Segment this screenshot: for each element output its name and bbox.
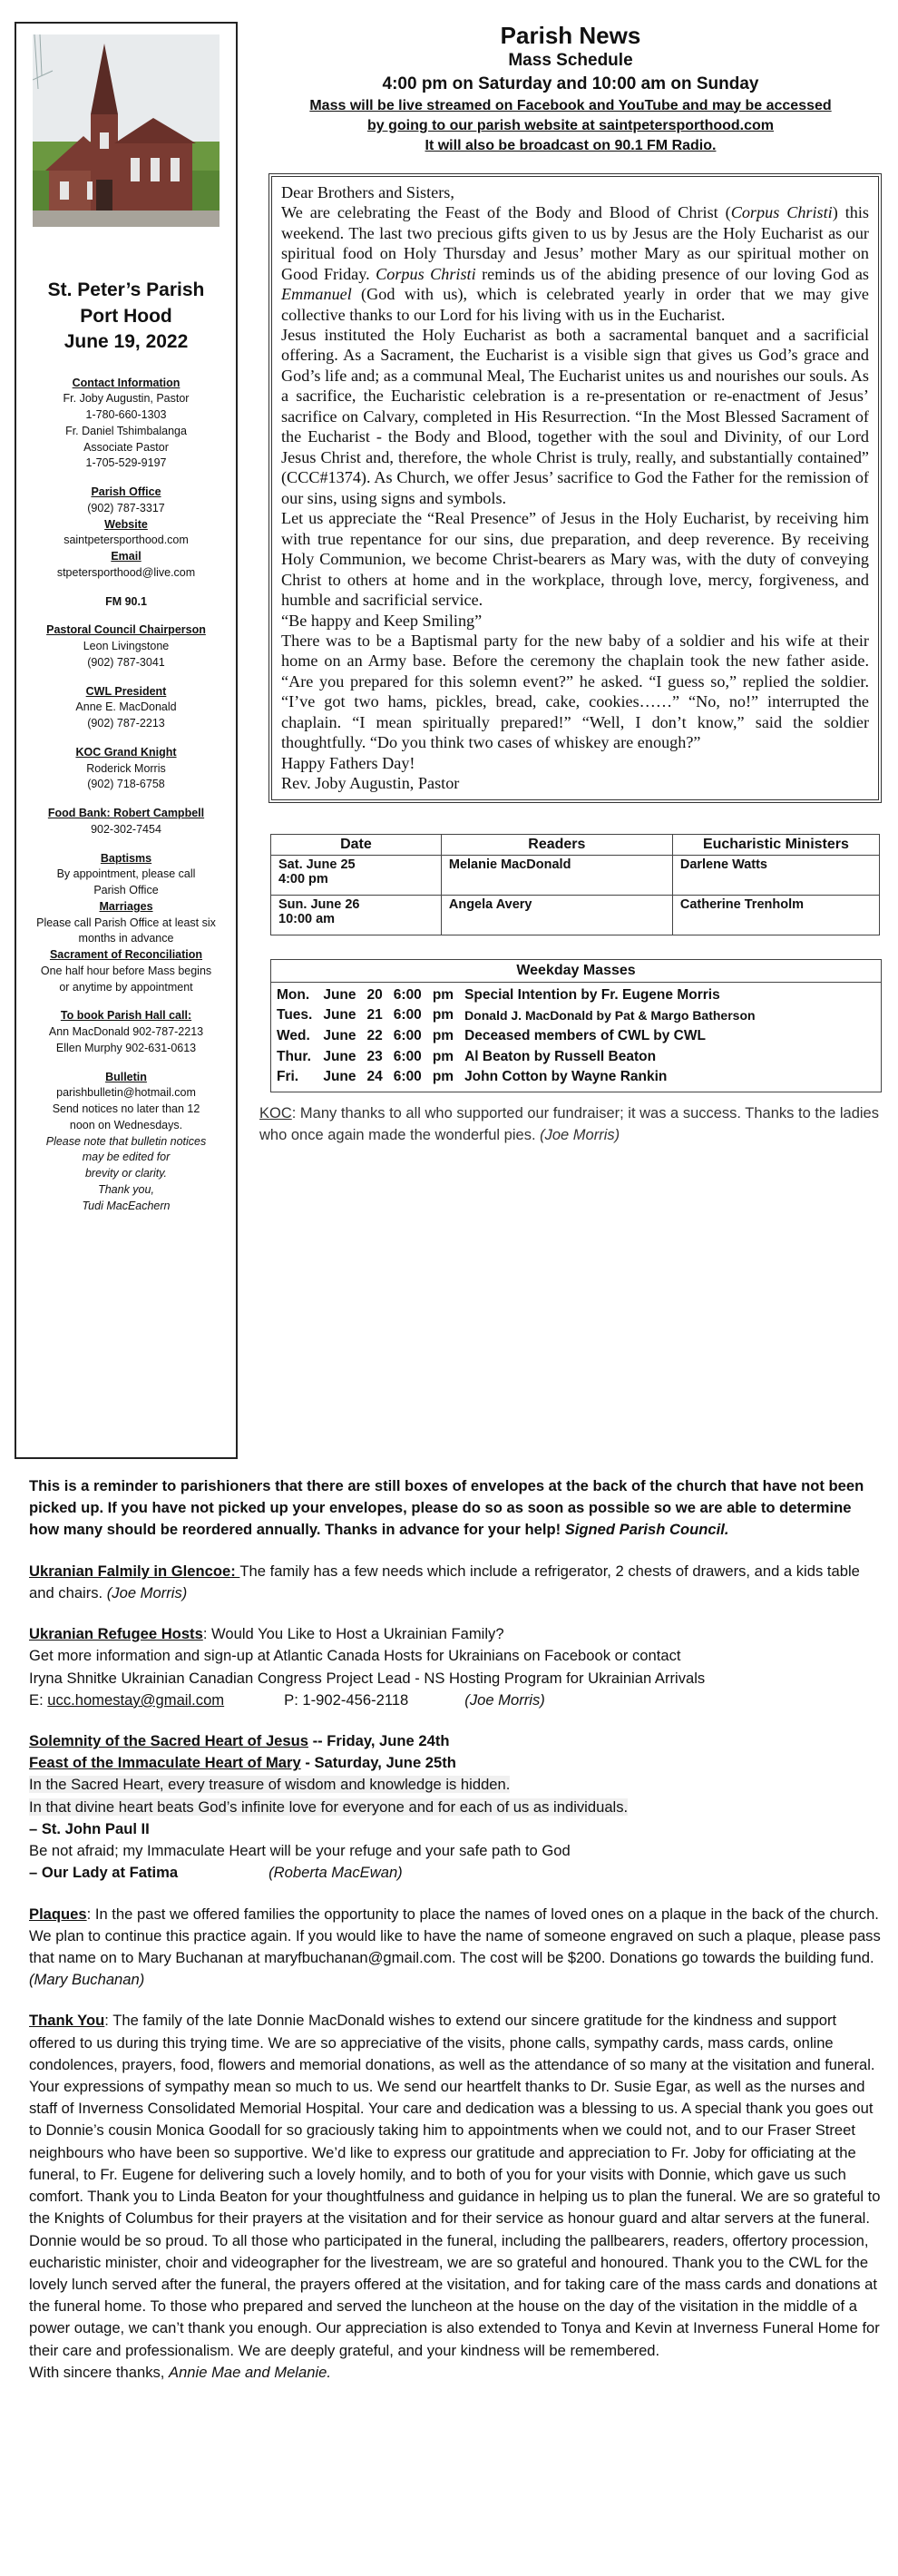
letter-quote: “Be happy and Keep Smiling” xyxy=(281,611,483,630)
reconciliation-line: One half hour before Mass begins xyxy=(40,964,212,977)
cwl-section xyxy=(16,684,236,732)
bulletin-note: Tudi MacEachern xyxy=(82,1199,171,1212)
letter-paragraph: There was to be a Baptismal party for the new baby of a soldier and his wife at their home on an Army base. Before the ceremony the chaplain took the new father aside. “Are you prepared for this solemn event?” he asked. “I guess so,” replied the soldier. “I’ve got two hams, pickles, bread, cake, cookies……” “No, no!” interrupted the chaplain. “I mean spiritually prepared!” “Well, I don’t know,” said the soldier thoughtfully. “Do you think two cases of whiskey are enough?” xyxy=(281,632,869,752)
marriages-line: Please call Parish Office at least six xyxy=(36,916,216,929)
koc-notice: KOC: Many thanks to all who supported our fundraiser; it was a success. Thanks to the ladies who once again made the wonderful pies. (Joe Morris) xyxy=(259,1104,879,1143)
fm-radio: FM 90.1 xyxy=(105,594,147,608)
contact-line: Fr. Joby Augustin, Pastor xyxy=(63,392,190,406)
envelope-reminder: This is a reminder to parishioners that there are still boxes of envelopes at the back of the church that have not been picked up. If you have not picked up your envelopes, please do so as soon as possible so we are able to determine how many should be reordered annually. Thanks in advance for your help! Signed Parish Council. xyxy=(29,1477,864,1539)
hall-line: Ann MacDonald 902-787-2213 xyxy=(48,1025,204,1039)
council-phone: (902) 787-3041 xyxy=(87,655,165,669)
ukrainian-family-notice: Ukranian Falmily in Glencoe: The family has a few needs which include a refrigerator, 2 chests of drawers, and a kids table and chairs. (Joe Morris) xyxy=(29,1562,860,1601)
parish-location: Port Hood xyxy=(80,305,172,327)
bulletin-note: Thank you, xyxy=(98,1182,154,1196)
contact-line: Fr. Daniel Tshimbalanga xyxy=(65,424,187,437)
reader-cell: Melanie MacDonald xyxy=(441,855,672,895)
plaques-notice: Plaques: In the past we offered families the opportunity to place the names of loved ones on a plaque in the back of the church. We plan to continue this practice again. If you would like to have the name of someone engraved on such a plaque, please pass that name on to Mary Buchanan at maryfbuchanan@gmail.com. The cost will be $200. Donations go towards the building fund. (Mary Buchanan) xyxy=(29,1905,881,1989)
baptisms-line: Parish Office xyxy=(93,884,159,897)
koc-phone: (902) 718-6758 xyxy=(87,778,165,791)
main-column xyxy=(258,22,883,1147)
baptisms-heading: Baptisms xyxy=(100,851,152,865)
bulletin-line: noon on Wednesdays. xyxy=(69,1118,183,1131)
bulletin-email[interactable]: parishbulletin@hotmail.com xyxy=(56,1086,196,1100)
office-phone: (902) 787-3317 xyxy=(87,501,165,514)
bulletin-note: may be edited for xyxy=(82,1151,171,1164)
website-heading: Website xyxy=(104,517,148,531)
stream-line: by going to our parish website at saintpetersporthood.com xyxy=(366,117,775,133)
foodbank-phone: 902-302-7454 xyxy=(91,822,161,836)
bulletin-note: brevity or clarity. xyxy=(84,1167,168,1180)
hall-line: Ellen Murphy 902-631-0613 xyxy=(55,1041,197,1054)
letter-signature: Rev. Joby Augustin, Pastor xyxy=(281,774,460,793)
table-row: Wed. June 22 6:00 pm Deceased members of CWL by CWL xyxy=(277,1027,706,1043)
bulletin-line: Send notices no later than 12 xyxy=(52,1102,200,1116)
reconciliation-heading: Sacrament of Reconciliation xyxy=(49,948,203,962)
marriages-heading: Marriages xyxy=(99,899,153,913)
koc-section xyxy=(16,745,236,793)
table-row xyxy=(271,895,880,935)
weekday-masses-box xyxy=(270,959,882,1092)
contact-section xyxy=(16,376,236,473)
contact-line: 1-780-660-1303 xyxy=(85,408,167,422)
letter-paragraph: Jesus instituted the Holy Eucharist as both a sacramental banquet and a sacrificial offering. As a Sacrament, the Eucharist is a visible sign that gives us God’s grace and God’s life and; as a communal Meal, The Eucharist unites us and nourishes our souls. As a sacrifice, the Eucharistic celebration is a re-presentation or re-enactment of Jesus’ sacrifice on Calvary, completed in His Resurrection. “In the Most Blessed Sacrament of the Eucharist - the Body and Blood, together with the soul and Divinity, of our Lord Jesus Christ and, therefore, the whole Christ is truly, really, and substantially contained” (CCC#1374). As Church, we offer Jesus’ sacrifice to God the Father for the remission of our sins, using signs and symbols. xyxy=(281,325,869,507)
hall-heading: To book Parish Hall call: xyxy=(60,1009,192,1023)
council-section xyxy=(16,622,236,671)
office-heading: Parish Office xyxy=(91,485,161,499)
column-header: Date xyxy=(271,834,442,855)
thank-you-notice: Thank You: The family of the late Donnie MacDonald wishes to extend our sincere gratitude for the kindness and support offered to us during this trying time. We are so appreciative of the visits, phone calls, sympathy cards, mass cards, online condolences, prayers, food, flowers and memorial donations, as well as the attendance of so many at the visitation and funeral. Your expressions of sympathy mean so much to us. We send our heartfelt thanks to Dr. Susie Egar, as well as the nurses and staff of Inverness Consolidated Memorial Hospital. Your care and dedication was a blessing to us. A special thank you goes out to Donnie’s cousin Monica Goodall for so graciously taking him to appointments when we could not, and to our Fraser Street neighbours who have been so supportive. We’d like to express our gratitude and appreciation to Fr. Joby for officiating at the funeral, to Fr. Eugene for delivering such a lovely homily, and to both of you for your visits with Donnie, which gave us such comfort. Thank you to Linda Beaton for your thoughtfulness and guidance in helping us to plan the funeral. We are so grateful to the Knights of Columbus for their prayers at the visitation and for their service as honour guard and altar servers at the funeral. Donnie would be so proud. To all those who participated in the funeral, including the pallbearers, readers, offertory procession, eucharistic minister, choir and videographer for the livestream, we are so grateful and honoured. Thank you to the CWL for the lovely lunch served after the funeral, the prayers offered at the visitation, and for taking care of the mass cards and donations at the funeral home. To those who prepared and served the luncheon at the house on the day of the visitation in the middle of a power outage, we can’t thank you enough. Our appreciation is also extended to Tonya and Kevin at Inverness Funeral Home for their care and professionalism. We are deeply grateful, and your kindness will be remembered. With sincere thanks, Annie Mae and Melanie. xyxy=(29,2012,881,2381)
minister-cell: Darlene Watts xyxy=(672,855,879,895)
contact-line: 1-705-529-9197 xyxy=(85,456,167,470)
ministry-schedule-table xyxy=(270,834,880,935)
letter-greeting: Dear Brothers and Sisters, xyxy=(281,182,454,201)
bulletin-date: June 19, 2022 xyxy=(63,331,189,353)
notices-section xyxy=(29,1475,882,2384)
baptisms-line: By appointment, please call xyxy=(56,867,196,881)
minister-cell: Catherine Trenholm xyxy=(672,895,879,935)
pastor-letter xyxy=(268,173,882,803)
sacraments-section xyxy=(16,851,236,996)
council-name: Leon Livingstone xyxy=(83,640,170,653)
foodbank-section xyxy=(16,806,236,838)
email-link[interactable]: stpetersporthood@live.com xyxy=(56,565,196,579)
letter-fathers-day: Happy Fathers Day! xyxy=(281,753,415,772)
cwl-heading: CWL President xyxy=(85,684,167,698)
koc-name: Roderick Morris xyxy=(86,761,166,775)
contact-line: Associate Pastor xyxy=(83,440,169,454)
hosts-email-link[interactable]: ucc.homestay@gmail.com xyxy=(47,1690,225,1709)
sidebar xyxy=(15,22,238,1459)
contact-heading: Contact Information xyxy=(72,376,181,389)
column-header: Eucharistic Ministers xyxy=(672,834,879,855)
table-header-row xyxy=(271,834,880,855)
marriages-line: months in advance xyxy=(78,932,174,945)
bulletin-heading: Bulletin xyxy=(105,1070,147,1083)
council-heading: Pastoral Council Chairperson xyxy=(46,623,206,637)
cwl-name: Anne E. MacDonald xyxy=(75,700,177,714)
bulletin-section xyxy=(16,1070,236,1215)
page-title: Parish News xyxy=(500,22,641,49)
church-photo xyxy=(33,34,220,227)
cwl-phone: (902) 787-2213 xyxy=(87,717,165,730)
church-image-icon xyxy=(33,34,220,227)
weekday-masses-heading: Weekday Masses xyxy=(271,960,881,983)
mass-schedule-heading: Mass Schedule xyxy=(508,51,633,71)
website-link[interactable]: saintpetersporthood.com xyxy=(63,534,189,547)
table-row: Tues. June 21 6:00 pm Donald J. MacDonald by Pat & Margo Batherson xyxy=(277,1007,756,1024)
office-section xyxy=(16,485,236,582)
letter-paragraph: We are celebrating the Feast of the Body and Blood of Christ (Corpus Christi) this weekend. The last two precious gifts given to us by Jesus are the Holy Eucharist as our spiritual food on Holy Thursday and Jesus’ mother Mary as our spiritual mother on Good Friday. Corpus Christi reminds us of the abiding presence of our loving God as Emmanuel (God with us), which is celebrated yearly in order that we may give collective thanks to our Lord for his living with us in the Eucharist. xyxy=(281,203,870,324)
bulletin-note: Please note that bulletin notices xyxy=(45,1134,207,1148)
reader-cell: Angela Avery xyxy=(441,895,672,935)
foodbank-heading: Food Bank: Robert Campbell xyxy=(47,807,205,820)
table-row: Thur. June 23 6:00 pm Al Beaton by Russell Beaton xyxy=(277,1048,657,1064)
column-header: Readers xyxy=(441,834,672,855)
weekday-masses-table xyxy=(271,985,761,1088)
email-heading: Email xyxy=(111,550,142,563)
date-cell: Sat. June 25 4:00 pm xyxy=(271,855,442,895)
parish-name: St. Peter’s Parish xyxy=(47,279,205,300)
hall-section xyxy=(16,1008,236,1056)
koc-heading: KOC Grand Knight xyxy=(75,745,177,759)
date-cell: Sun. June 26 10:00 am xyxy=(271,895,442,935)
mass-times: 4:00 pm on Saturday and 10:00 am on Sunday xyxy=(382,73,759,93)
stream-line: Mass will be live streamed on Facebook and YouTube and may be accessed xyxy=(309,97,832,113)
ukrainian-hosts-notice: Ukranian Refugee Hosts: Would You Like to Host a Ukrainian Family? Get more information and sign-up at Atlantic Canada Hosts for Ukrainians on Facebook or contact Iryna Shnitke Ukrainian Canadian Congress Project Lead - NS Hosting Program for Ukrainian Arrivals E: ucc.homestay@gmail.com P: 1-902-456-2118 (Joe Morris) xyxy=(29,1625,706,1709)
table-row: Mon. June 20 6:00 pm Special Intention by Fr. Eugene Morris xyxy=(277,986,720,1003)
stream-line: It will also be broadcast on 90.1 FM Radio. xyxy=(425,138,717,154)
table-row: Fri. June 24 6:00 pm John Cotton by Wayne Rankin xyxy=(277,1069,668,1085)
letter-paragraph: Let us appreciate the “Real Presence” of Jesus in the Holy Eucharist, by receiving him with true repentance for our sins, due preparation, and deep reverence. By receiving Holy Communion, we become Christ-bearers as Mary was, with the duty of conveying Christ to others at home and in the workplace, through love, mercy, forgiveness, and humble and sacrificial service. xyxy=(281,509,869,610)
table-row xyxy=(271,855,880,895)
solemnity-notice: Solemnity of the Sacred Heart of Jesus -- Friday, June 24th Feast of the Immaculate Heart of Mary - Saturday, June 25th In the Sacred Heart, every treasure of wisdom and knowledge is hidden. In that divine heart beats God’s infinite love for everyone and for each of us as individuals. – St. John Paul II Be not afraid; my Immaculate Heart will be your refuge and your safe path to God – Our Lady at Fatima (Roberta MacEwan) xyxy=(29,1731,629,1882)
reconciliation-line: or anytime by appointment xyxy=(59,980,193,994)
